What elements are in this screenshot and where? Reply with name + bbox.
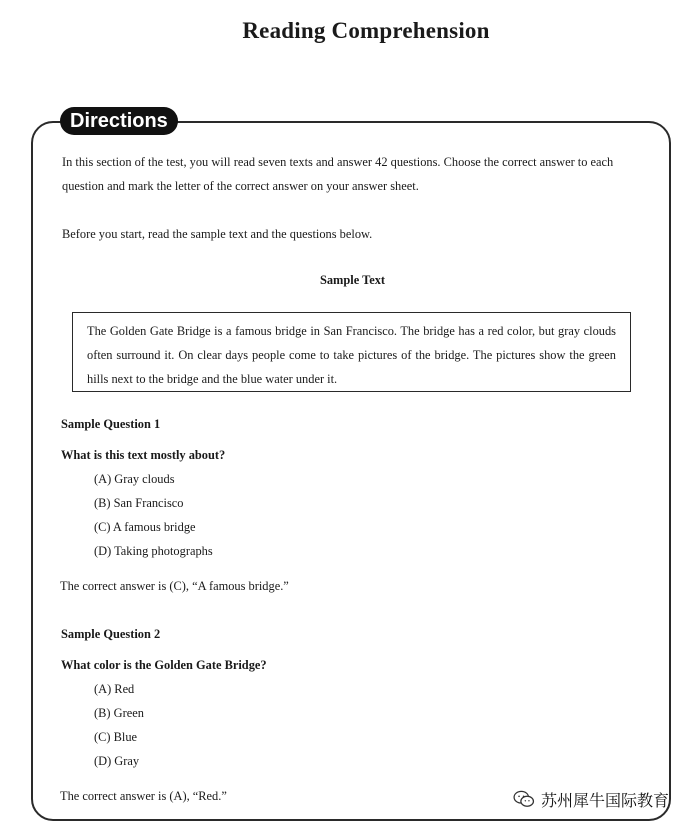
question-2-option-d: (D) Gray bbox=[94, 754, 140, 768]
question-1-option-a: (A) Gray clouds bbox=[94, 472, 175, 486]
question-2-option-c: (C) Blue bbox=[94, 730, 138, 744]
directions-paragraph-1: In this section of the test, you will read seven texts and answer 42 questions. Choose the correct answer to each question and mark the letter of the correct answer on your answer sheet. bbox=[62, 155, 614, 193]
question-2-option-a: (A) Red bbox=[94, 682, 135, 696]
question-1-option-c: (C) A famous bridge bbox=[94, 520, 196, 534]
directions-label: Directions bbox=[60, 107, 178, 135]
watermark-text: 苏州犀牛国际教育 bbox=[540, 790, 669, 810]
directions-paragraph-2: Before you start, read the sample text and the questions below. bbox=[62, 227, 373, 241]
question-2-label: Sample Question 2 bbox=[61, 627, 161, 641]
sample-text-box: The Golden Gate Bridge is a famous bridge in San Francisco. The bridge has a red color, but gray clouds often surround it. On clear days people come to take pictures of the bridge. The pictures show the green hills next to the bridge and the blue water under it. bbox=[72, 312, 631, 392]
question-2-option-b: (B) Green bbox=[94, 706, 144, 720]
question-1-option-b: (B) San Francisco bbox=[94, 496, 184, 510]
question-1-text: What is this text mostly about? bbox=[61, 448, 226, 462]
page-title: Reading Comprehension bbox=[242, 18, 490, 43]
question-2-text: What color is the Golden Gate Bridge? bbox=[61, 658, 267, 672]
question-1-option-d: (D) Taking photographs bbox=[94, 544, 213, 558]
sample-text-title: Sample Text bbox=[319, 273, 386, 287]
question-1-label: Sample Question 1 bbox=[61, 417, 161, 431]
watermark bbox=[513, 786, 669, 812]
wechat-icon bbox=[513, 790, 535, 808]
question-1-answer: The correct answer is (C), “A famous bridge.” bbox=[60, 579, 289, 593]
question-2-answer: The correct answer is (A), “Red.” bbox=[60, 789, 227, 803]
